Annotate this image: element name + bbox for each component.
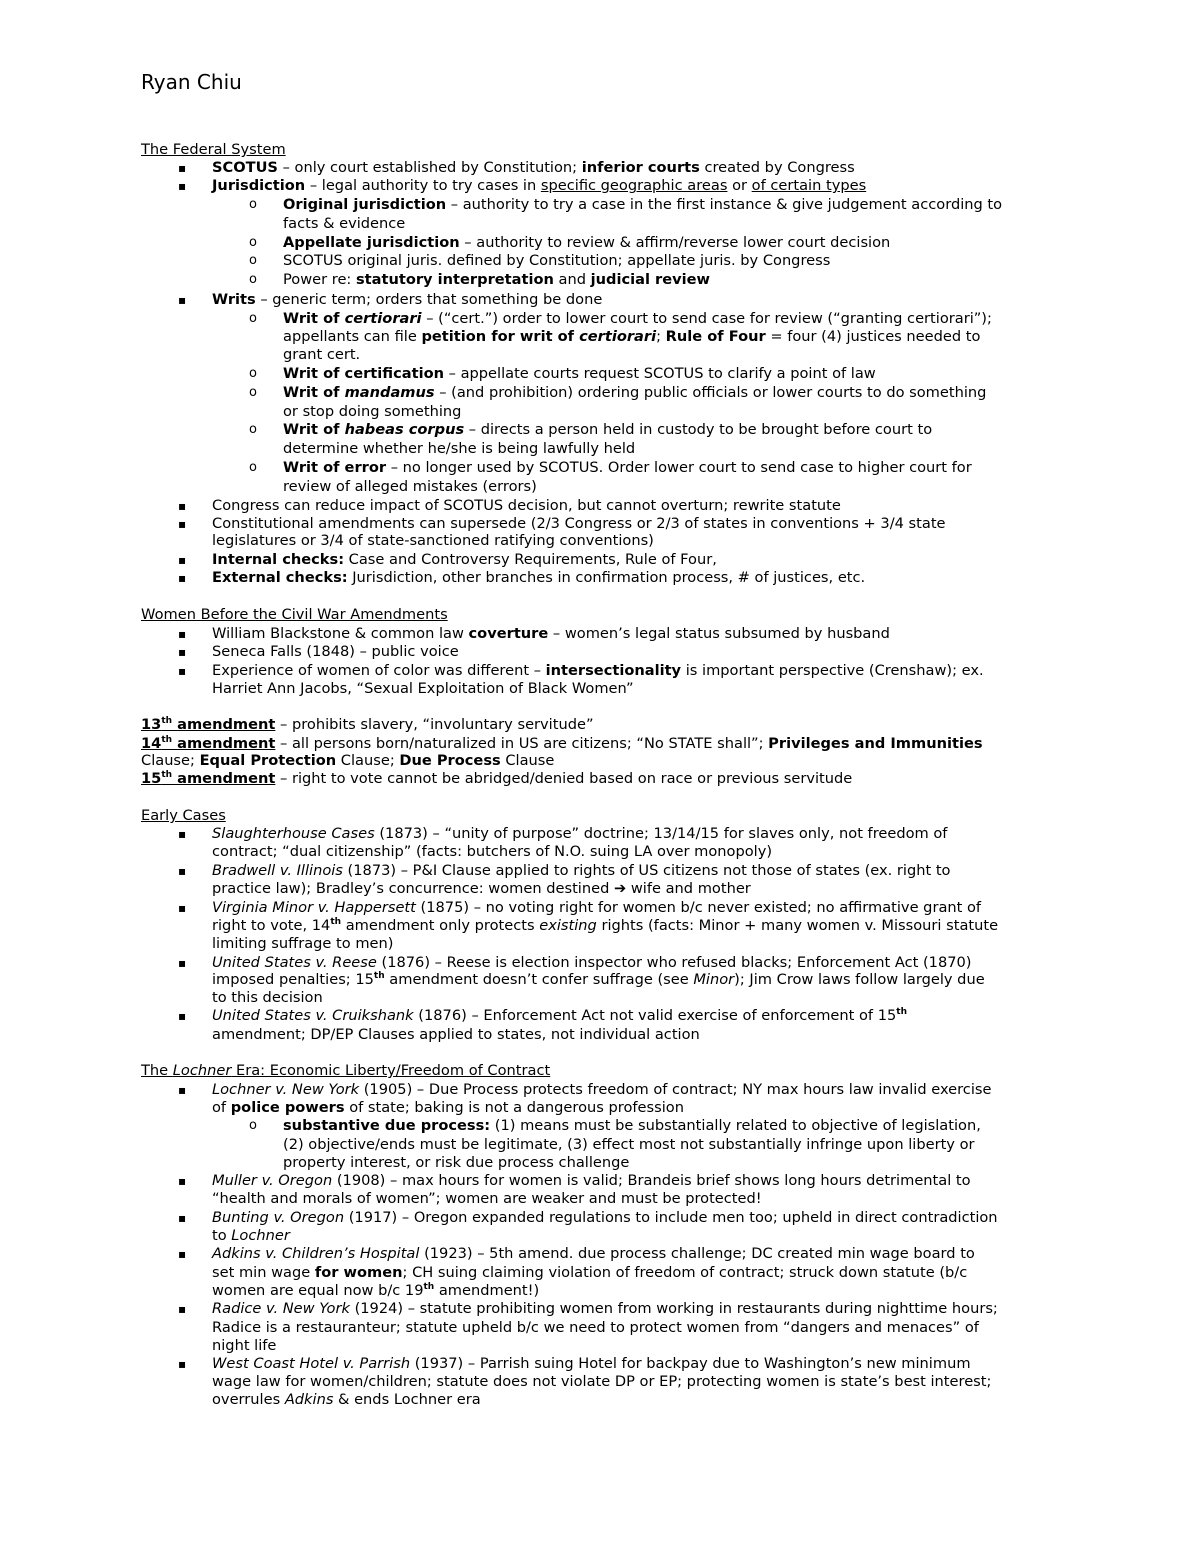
square-bullet-icon: ▪ — [178, 571, 187, 585]
circle-bullet-icon: o — [249, 366, 257, 381]
list-item-text-continuation: review of alleged mistakes (errors) — [283, 478, 537, 495]
square-bullet-icon: ▪ — [178, 901, 187, 915]
circle-bullet-icon: o — [249, 272, 257, 287]
square-bullet-icon: ▪ — [178, 1357, 187, 1371]
list-item-text-continuation: women are equal now b/c 19th amendment!) — [212, 1282, 540, 1299]
list-item-text-continuation: wage law for women/children; statute does not violate DP or EP; protecting women is state’s best interest; — [212, 1373, 992, 1390]
list-item-slaughterhouse: Slaughterhouse Cases (1873) – “unity of purpose” doctrine; 13/14/15 for slaves only, not freedom of — [212, 825, 948, 842]
list-item-text-continuation: of police powers of state; baking is not a dangerous profession — [212, 1099, 684, 1116]
section-heading-federal-system: The Federal System — [141, 141, 286, 158]
square-bullet-icon: ▪ — [178, 645, 187, 659]
list-item-text-continuation: night life — [212, 1337, 277, 1354]
author-name: Ryan Chiu — [141, 70, 242, 94]
amendment-13: 13th amendment – prohibits slavery, “involuntary servitude” — [141, 716, 594, 733]
list-item-text-continuation: legislatures or 3/4 of state-sanctioned ratifying conventions) — [212, 532, 654, 549]
amendment-14: 14th amendment – all persons born/naturalized in US are citizens; “No STATE shall”; Privileges and Immunities — [141, 735, 983, 752]
list-item-text-continuation: property interest, or risk due process challenge — [283, 1154, 630, 1171]
list-item-text-continuation: limiting suffrage to men) — [212, 935, 394, 952]
list-item-text-continuation: to Lochner — [212, 1227, 290, 1244]
square-bullet-icon: ▪ — [178, 1174, 187, 1188]
square-bullet-icon: ▪ — [178, 956, 187, 970]
list-item-text-continuation: facts & evidence — [283, 215, 406, 232]
list-item-intersectionality: Experience of women of color was different – intersectionality is important perspective (Crenshaw); ex. — [212, 662, 984, 679]
list-item-scotus: SCOTUS – only court established by Constitution; inferior courts created by Congress — [212, 159, 855, 176]
circle-bullet-icon: o — [249, 460, 257, 475]
circle-bullet-icon: o — [249, 385, 257, 400]
list-item-congress: Congress can reduce impact of SCOTUS decision, but cannot overturn; rewrite statute — [212, 497, 841, 514]
list-item-reese: United States v. Reese (1876) – Reese is election inspector who refused blacks; Enforcement Act (1870) — [212, 954, 972, 971]
square-bullet-icon: ▪ — [178, 179, 187, 193]
square-bullet-icon: ▪ — [178, 1009, 187, 1023]
list-item-external-checks: External checks: Jurisdiction, other branches in confirmation process, # of justices, etc. — [212, 569, 866, 586]
list-item-text-continuation: to this decision — [212, 989, 323, 1006]
list-item-text-continuation: or stop doing something — [283, 403, 462, 420]
list-item-writ-habeas-corpus: Writ of habeas corpus – directs a person held in custody to be brought before court to — [283, 421, 933, 438]
list-item-minor-happersett: Virginia Minor v. Happersett (1875) – no voting right for women b/c never existed; no affirmative grant of — [212, 899, 982, 916]
list-item-text-continuation: Harriet Ann Jacobs, “Sexual Exploitation of Black Women” — [212, 680, 634, 697]
list-item-bunting: Bunting v. Oregon (1917) – Oregon expanded regulations to include men too; upheld in direct contradiction — [212, 1209, 998, 1226]
list-item-text-continuation: (2) objective/ends must be legitimate, (3) effect most not substantially infringe upon liberty or — [283, 1136, 975, 1153]
list-item-substantive-due-process: substantive due process: (1) means must be substantially related to objective of legislation, — [283, 1117, 981, 1134]
list-item-seneca-falls: Seneca Falls (1848) – public voice — [212, 643, 459, 660]
square-bullet-icon: ▪ — [178, 627, 187, 641]
list-item-radice: Radice v. New York (1924) – statute prohibiting women from working in restaurants during nighttime hours; — [212, 1300, 998, 1317]
section-heading-women: Women Before the Civil War Amendments — [141, 606, 448, 623]
list-item-text-continuation: appellants can file petition for writ of certiorari; Rule of Four = four (4) justices needed to — [283, 328, 981, 345]
list-item-appellate-jurisdiction: Appellate jurisdiction – authority to review & affirm/reverse lower court decision — [283, 234, 891, 251]
list-item-original-jurisdiction: Original jurisdiction – authority to try a case in the first instance & give judgement according to — [283, 196, 1003, 213]
list-item-text-continuation: Radice is a restauranteur; statute upheld b/c we need to protect women from “dangers and menaces” of — [212, 1319, 979, 1336]
square-bullet-icon: ▪ — [178, 1211, 187, 1225]
list-item-amendments: Constitutional amendments can supersede (2/3 Congress or 2/3 of states in conventions + 3/4 state — [212, 515, 946, 532]
circle-bullet-icon: o — [249, 197, 257, 212]
list-item-text-continuation: contract; “dual citizenship” (facts: butchers of N.O. suing LA over monopoly) — [212, 843, 773, 860]
list-item-text-continuation: imposed penalties; 15th amendment doesn’t confer suffrage (see Minor); Jim Crow laws follow largely due — [212, 971, 985, 988]
list-item-adkins: Adkins v. Children’s Hospital (1923) – 5th amend. due process challenge; DC created min wage board to — [212, 1245, 975, 1262]
square-bullet-icon: ▪ — [178, 1247, 187, 1261]
list-item-jurisdiction: Jurisdiction – legal authority to try cases in specific geographic areas or of certain types — [212, 177, 867, 194]
list-item-text-continuation: “health and morals of women”; women are weaker and must be protected! — [212, 1190, 762, 1207]
square-bullet-icon: ▪ — [178, 293, 187, 307]
list-item-writ-certiorari: Writ of certiorari – (“cert.”) order to lower court to send case for review (“granting certiorari”); — [283, 310, 992, 327]
square-bullet-icon: ▪ — [178, 864, 187, 878]
list-item-internal-checks: Internal checks: Case and Controversy Requirements, Rule of Four, — [212, 551, 717, 568]
square-bullet-icon: ▪ — [178, 553, 187, 567]
circle-bullet-icon: o — [249, 422, 257, 437]
list-item-cruikshank: United States v. Cruikshank (1876) – Enforcement Act not valid exercise of enforcement of 15th — [212, 1007, 907, 1024]
section-heading-early-cases: Early Cases — [141, 807, 226, 824]
square-bullet-icon: ▪ — [178, 1302, 187, 1316]
list-item-writ-certification: Writ of certification – appellate courts request SCOTUS to clarify a point of law — [283, 365, 876, 382]
square-bullet-icon: ▪ — [178, 161, 187, 175]
square-bullet-icon: ▪ — [178, 1083, 187, 1097]
square-bullet-icon: ▪ — [178, 827, 187, 841]
list-item-west-coast-hotel: West Coast Hotel v. Parrish (1937) – Parrish suing Hotel for backpay due to Washington’s new minimum — [212, 1355, 971, 1372]
section-heading-lochner-era: The Lochner Era: Economic Liberty/Freedom of Contract — [141, 1062, 551, 1079]
square-bullet-icon: ▪ — [178, 499, 187, 513]
amendment-14-continuation: Clause; Equal Protection Clause; Due Process Clause — [141, 752, 555, 769]
list-item-text-continuation: practice law); Bradley’s concurrence: women destined ➔ wife and mother — [212, 880, 751, 897]
list-item-muller: Muller v. Oregon (1908) – max hours for women is valid; Brandeis brief shows long hours detrimental to — [212, 1172, 971, 1189]
list-item-writs: Writs – generic term; orders that something be done — [212, 291, 603, 308]
list-item-bradwell: Bradwell v. Illinois (1873) – P&I Clause applied to rights of US citizens not those of states (ex. right to — [212, 862, 951, 879]
list-item-writ-mandamus: Writ of mandamus – (and prohibition) ordering public officials or lower courts to do something — [283, 384, 987, 401]
list-item-text-continuation: grant cert. — [283, 346, 361, 363]
arrow-right-icon: ➔ — [613, 880, 627, 897]
square-bullet-icon: ▪ — [178, 517, 187, 531]
circle-bullet-icon: o — [249, 311, 257, 326]
list-item-text-continuation: determine whether he/she is being lawfully held — [283, 440, 636, 457]
amendment-15: 15th amendment – right to vote cannot be abridged/denied based on race or previous servitude — [141, 770, 853, 787]
square-bullet-icon: ▪ — [178, 664, 187, 678]
list-item-text-continuation: amendment; DP/EP Clauses applied to states, not individual action — [212, 1026, 700, 1043]
list-item-power: Power re: statutory interpretation and judicial review — [283, 271, 711, 288]
list-item-text-continuation: set min wage for women; CH suing claiming violation of freedom of contract; struck down statute (b/c — [212, 1264, 968, 1281]
circle-bullet-icon: o — [249, 1118, 257, 1133]
circle-bullet-icon: o — [249, 235, 257, 250]
list-item-blackstone: William Blackstone & common law coverture – women’s legal status subsumed by husband — [212, 625, 890, 642]
list-item-text-continuation: overrules Adkins & ends Lochner era — [212, 1391, 481, 1408]
list-item-text-continuation: right to vote, 14th amendment only protects existing rights (facts: Minor + many women v. Missouri statute — [212, 917, 999, 934]
circle-bullet-icon: o — [249, 253, 257, 268]
list-item-scotus-original: SCOTUS original juris. defined by Constitution; appellate juris. by Congress — [283, 252, 831, 269]
list-item-lochner: Lochner v. New York (1905) – Due Process protects freedom of contract; NY max hours law invalid exercise — [212, 1081, 992, 1098]
list-item-writ-error: Writ of error – no longer used by SCOTUS. Order lower court to send case to higher court for — [283, 459, 972, 476]
